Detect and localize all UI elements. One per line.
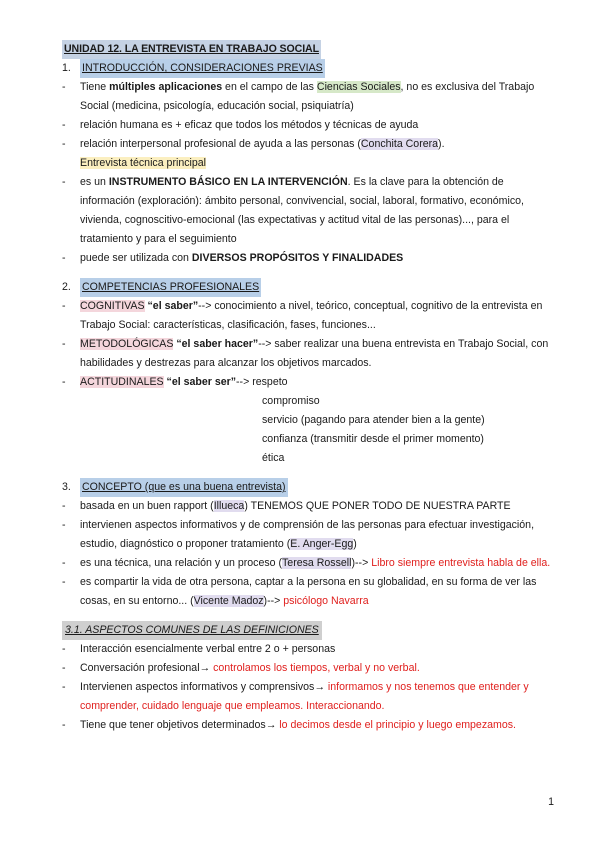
note-red: psicólogo Navarra xyxy=(283,595,369,607)
note-red: informamos y nos tenemos que entender y comprender, cuidado lenguaje que empleamos. Interaccionando. xyxy=(80,681,529,712)
section-2-list xyxy=(62,297,554,392)
author-highlight: Teresa Rossell xyxy=(282,557,352,569)
list-item: - relación interpersonal profesional de ayuda a las personas (Conchita Corera). Entrevista técnica principal xyxy=(62,135,554,173)
list-item: - es un INSTRUMENTO BÁSICO EN LA INTERVENCIÓN. Es la clave para la obtención de información (exploración): ámbito personal, convivencial, social, laboral, formativo, económico, vivienda, cognoscitivo-emocional (las expectativas y actitud vital de las personas)..., para el tratamiento y para el seguimiento xyxy=(62,173,554,249)
section-2-title: COMPETENCIAS PROFESIONALES xyxy=(80,278,261,297)
author-highlight: Vicente Madoz xyxy=(193,595,264,607)
list-item: - METODOLÓGICAS “el saber hacer”--> saber realizar una buena entrevista en Trabajo Social, con habilidades y destrezas para alcanzar los objetivos marcados. xyxy=(62,335,554,373)
attitude-item: ética xyxy=(262,452,285,464)
section-1-number: 1. xyxy=(62,62,71,74)
note-red: lo decimos desde el principio y luego empezamos. xyxy=(279,719,516,731)
section-2-heading xyxy=(62,278,554,297)
list-item: - Tiene que tener objetivos determinados→ lo decimos desde el principio y luego empezamos. xyxy=(62,716,554,735)
section-1-title: INTRODUCCIÓN, CONSIDERACIONES PREVIAS xyxy=(80,59,325,78)
highlight: METODOLÓGICAS xyxy=(80,338,174,350)
list-item: - Interacción esencialmente verbal entre 2 o + personas xyxy=(62,640,554,659)
list-item: - Tiene múltiples aplicaciones en el campo de las Ciencias Sociales, no es exclusiva del Trabajo Social (medicina, psicología, educación social, psiquiatría) xyxy=(62,78,554,116)
list-item: - Conversación profesional→ controlamos los tiempos, verbal y no verbal. xyxy=(62,659,554,678)
attitudes-list xyxy=(262,392,554,468)
list-item: - es compartir la vida de otra persona, captar a la persona en su globalidad, en su forma de ver las cosas, en su entorno... (Vicente Madoz)--> psicólogo Navarra xyxy=(62,573,554,611)
highlight: Ciencias Sociales xyxy=(316,81,401,93)
list-item: - intervienen aspectos informativos y de comprensión de las personas para efectuar investigación, estudio, diagnóstico o proponer tratamiento (E. Anger-Egg) xyxy=(62,516,554,554)
list-item: - Intervienen aspectos informativos y comprensivos→ informamos y nos tenemos que entender y comprender, cuidado lenguaje que empleamos. Interaccionando. xyxy=(62,678,554,716)
author-highlight: E. Anger-Egg xyxy=(290,538,354,550)
list-item: - basada en un buen rapport (Illueca) TENEMOS QUE PONER TODO DE NUESTRA PARTE xyxy=(62,497,554,516)
highlight: COGNITIVAS xyxy=(80,300,145,312)
subsection-3-1-list xyxy=(62,640,554,735)
author-highlight: Conchita Corera xyxy=(360,138,439,150)
section-3-title: CONCEPTO (que es una buena entrevista) xyxy=(80,478,288,497)
attitude-item: confianza (transmitir desde el primer momento) xyxy=(262,433,484,445)
list-item: - ACTITUDINALES “el saber ser”--> respeto xyxy=(62,373,554,392)
section-3-heading xyxy=(62,478,554,497)
attitude-item: servicio (pagando para atender bien a la gente) xyxy=(262,414,485,426)
list-item: - puede ser utilizada con DIVERSOS PROPÓSITOS Y FINALIDADES xyxy=(62,249,554,268)
page-number: 1 xyxy=(548,796,554,808)
list-item: - COGNITIVAS “el saber”--> conocimiento a nivel, teórico, conceptual, cognitivo de la entrevista en Trabajo Social: características, clasificación, fases, funciones... xyxy=(62,297,554,335)
section-1-list xyxy=(62,78,554,268)
highlight: Entrevista técnica principal xyxy=(80,157,207,169)
section-2-number: 2. xyxy=(62,281,71,293)
document-page xyxy=(62,40,554,735)
highlight: ACTITUDINALES xyxy=(80,376,164,388)
section-3-list xyxy=(62,497,554,611)
author-highlight: Illueca xyxy=(213,500,245,512)
document-title: UNIDAD 12. LA ENTREVISTA EN TRABAJO SOCIAL xyxy=(62,40,321,59)
attitude-item: compromiso xyxy=(262,395,320,407)
note-red: Libro siempre entrevista habla de ella. xyxy=(371,557,551,569)
section-3-number: 3. xyxy=(62,481,71,493)
note-red: controlamos los tiempos, verbal y no verbal. xyxy=(213,662,420,674)
list-item: - relación humana es + eficaz que todos los métodos y técnicas de ayuda xyxy=(62,116,554,135)
section-1-heading xyxy=(62,59,554,78)
list-item: - es una técnica, una relación y un proceso (Teresa Rossell)--> Libro siempre entrevista habla de ella. xyxy=(62,554,554,573)
subsection-3-1-title: 3.1. ASPECTOS COMUNES DE LAS DEFINICIONES xyxy=(62,621,322,640)
